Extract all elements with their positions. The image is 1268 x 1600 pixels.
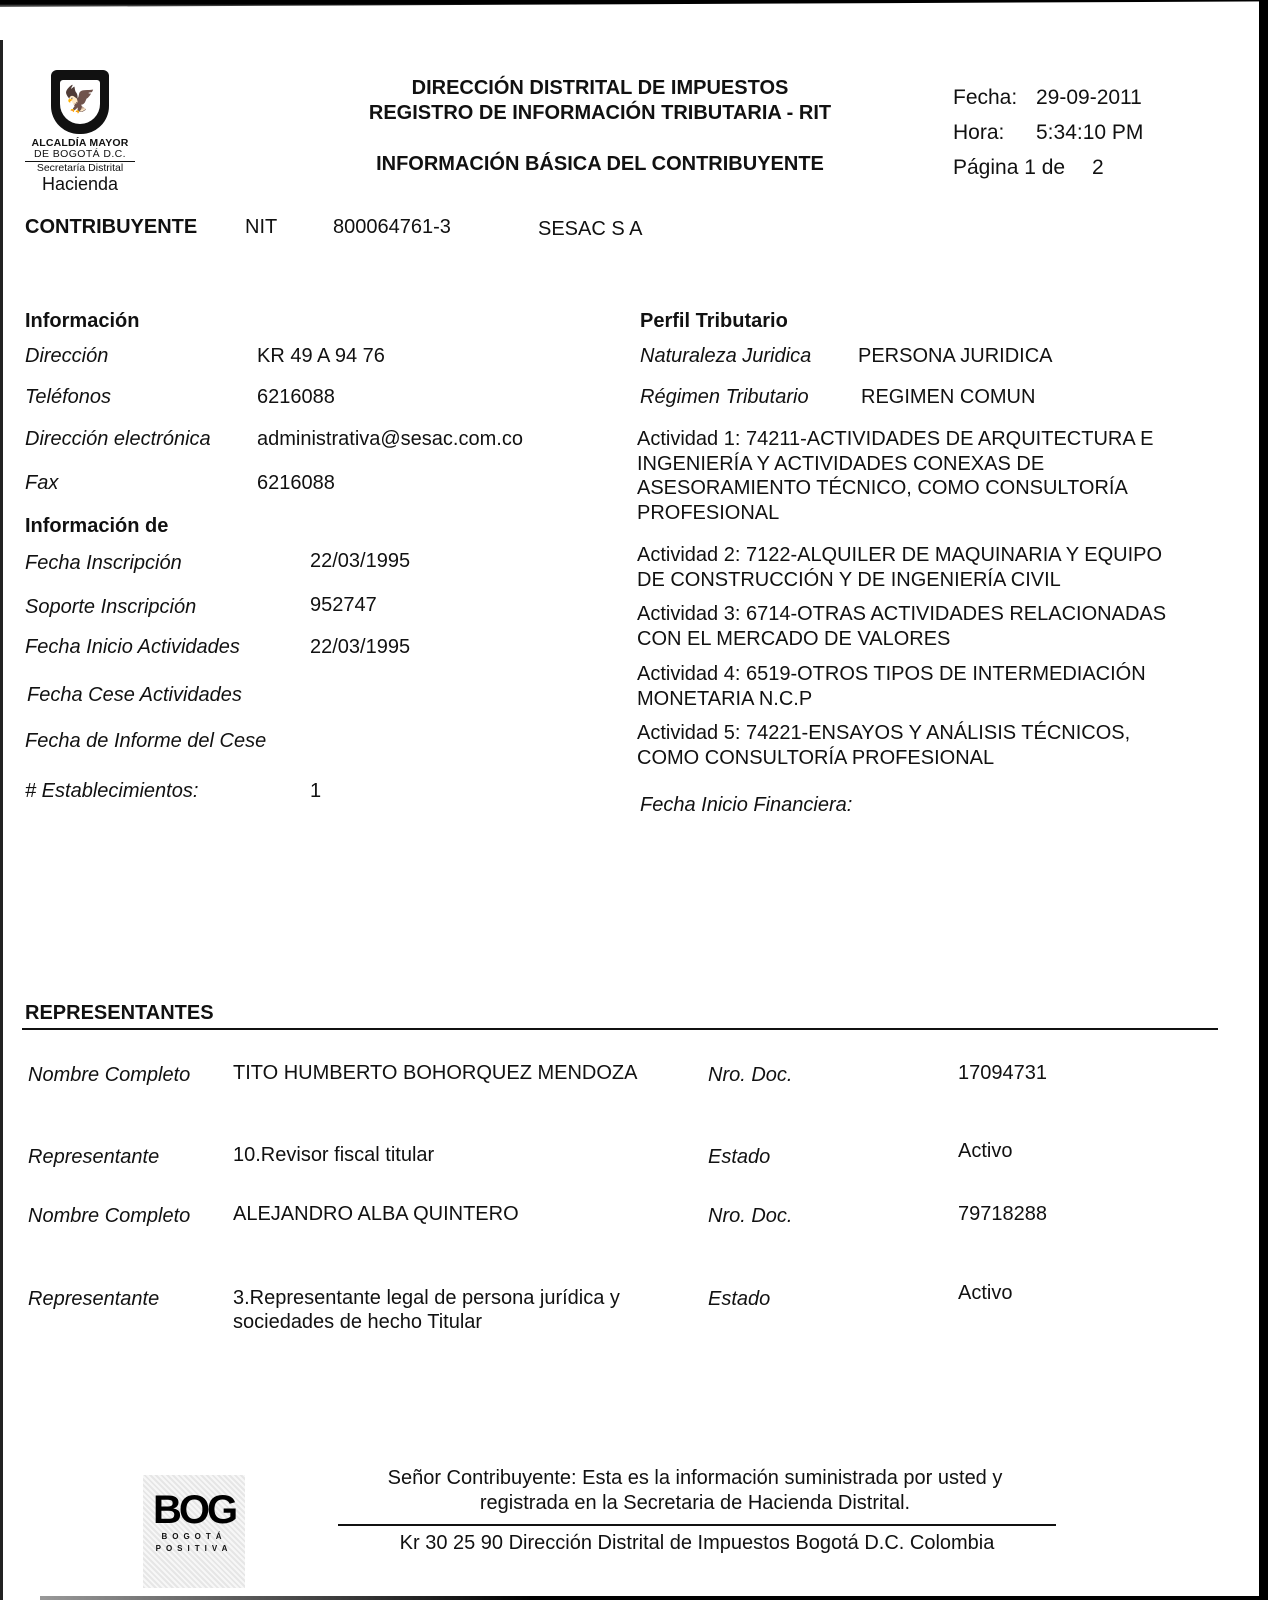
- scan-edge-bottom: [40, 1596, 1268, 1600]
- contribuyente-name: SESAC S A: [538, 218, 643, 240]
- rep2-estado-value: Activo: [958, 1282, 1013, 1304]
- regimen-value: REGIMEN COMUN: [861, 386, 1036, 408]
- fecha-inscripcion-label: Fecha Inscripción: [25, 552, 182, 574]
- logo-line-2: DE BOGOTÁ D.C.: [25, 149, 135, 162]
- fecha-label: Fecha:: [953, 86, 1018, 109]
- rep2-nro-doc-label: Nro. Doc.: [708, 1205, 793, 1227]
- rep2-representante-value: 3.Representante legal de persona jurídica y sociedades de hecho Titular: [233, 1287, 620, 1333]
- fecha-value: 29-09-2011: [1036, 86, 1142, 109]
- rep1-nro-doc-value: 17094731: [958, 1062, 1047, 1084]
- logo-line-4: Hacienda: [41, 174, 119, 194]
- fax-label: Fax: [25, 472, 59, 494]
- rep1-representante-label: Representante: [28, 1146, 160, 1168]
- informacion-heading: Información: [25, 310, 140, 332]
- establecimientos-value: 1: [310, 780, 322, 802]
- direccion-value: KR 49 A 94 76: [257, 345, 385, 367]
- email-value: administrativa@sesac.com.co: [257, 428, 523, 450]
- rep1-estado-value: Activo: [958, 1140, 1013, 1162]
- fecha-inicio-financiera-label: Fecha Inicio Financiera:: [640, 794, 853, 816]
- fecha-inscripcion-value: 22/03/1995: [310, 550, 411, 572]
- id-type: NIT: [245, 216, 278, 238]
- fecha-informe-cese-label: Fecha de Informe del Cese: [25, 730, 267, 752]
- hora-label: Hora:: [953, 121, 1005, 144]
- title-line-1: DIRECCIÓN DISTRITAL DE IMPUESTOS: [411, 77, 789, 99]
- pagina-total: 2: [1092, 156, 1104, 179]
- bog-logo-text: BOG: [152, 1488, 236, 1532]
- scan-edge-left: [0, 40, 3, 1600]
- rep1-representante-value: 10.Revisor fiscal titular: [233, 1144, 435, 1166]
- rep2-nro-doc-value: 79718288: [958, 1203, 1047, 1225]
- establecimientos-label: # Establecimientos:: [25, 780, 199, 802]
- pagina-label: Página 1 de: [953, 156, 1066, 179]
- regimen-label: Régimen Tributario: [640, 386, 809, 408]
- footer-divider: [338, 1524, 1056, 1526]
- actividad-4: Actividad 4: 6519-OTROS TIPOS DE INTERMEDIACIÓN MONETARIA N.C.P: [637, 663, 1146, 710]
- footer-notice: Señor Contribuyente: Esta es la información suministrada por usted y registrada en la Secretaria de Hacienda Distrital.: [387, 1467, 1003, 1514]
- direccion-label: Dirección: [25, 345, 109, 367]
- bog-logo-sub-1: BOGOTÁ: [161, 1532, 227, 1541]
- telefonos-value: 6216088: [257, 386, 335, 408]
- title-line-2: REGISTRO DE INFORMACIÓN TRIBUTARIA - RIT: [368, 102, 832, 124]
- telefonos-label: Teléfonos: [25, 386, 111, 408]
- representantes-heading: REPRESENTANTES: [25, 1002, 214, 1024]
- hora-value: 5:34:10 PM: [1036, 121, 1144, 144]
- naturaleza-value: PERSONA JURIDICA: [858, 345, 1053, 367]
- soporte-inscripcion-value: 952747: [310, 594, 377, 616]
- scan-edge-top: [0, 0, 1268, 7]
- coat-of-arms-icon: 🦅: [51, 70, 109, 134]
- nit-number: 800064761-3: [333, 216, 451, 238]
- document-title: [340, 76, 860, 126]
- logo-line-1: ALCALDÍA MAYOR: [31, 137, 129, 149]
- fecha-inicio-actividades-label: Fecha Inicio Actividades: [25, 636, 240, 658]
- soporte-inscripcion-label: Soporte Inscripción: [25, 596, 197, 618]
- actividad-1: Actividad 1: 74211-ACTIVIDADES DE ARQUITECTURA E INGENIERÍA Y ACTIVIDADES CONEXAS DE ASESORAMIENTO TÉCNICO, COMO CONSULTORÍA PROFESIONAL: [637, 428, 1154, 524]
- contribuyente-label: CONTRIBUYENTE: [25, 216, 198, 238]
- rep1-nombre-label: Nombre Completo: [28, 1064, 191, 1086]
- rep2-nombre-label: Nombre Completo: [28, 1205, 191, 1227]
- rep2-estado-label: Estado: [708, 1288, 771, 1310]
- footer-address: Kr 30 25 90 Dirección Distrital de Impuestos Bogotá D.C. Colombia: [399, 1532, 995, 1554]
- rep2-representante-label: Representante: [28, 1288, 160, 1310]
- rep1-nro-doc-label: Nro. Doc.: [708, 1064, 793, 1086]
- fecha-cese-actividades-label: Fecha Cese Actividades: [27, 684, 242, 706]
- bogota-positiva-logo: [143, 1475, 245, 1588]
- actividad-3: Actividad 3: 6714-OTRAS ACTIVIDADES RELACIONADAS CON EL MERCADO DE VALORES: [637, 603, 1167, 650]
- document-subtitle: INFORMACIÓN BÁSICA DEL CONTRIBUYENTE: [376, 153, 824, 175]
- rep2-nombre-value: ALEJANDRO ALBA QUINTERO: [233, 1203, 519, 1225]
- fax-value: 6216088: [257, 472, 335, 494]
- logo-line-3: Secretaría Distrital: [36, 162, 124, 174]
- naturaleza-label: Naturaleza Juridica: [640, 345, 812, 367]
- representantes-divider: [22, 1028, 1218, 1030]
- rep1-estado-label: Estado: [708, 1146, 771, 1168]
- perfil-tributario-heading: Perfil Tributario: [640, 310, 788, 332]
- email-label: Dirección electrónica: [25, 428, 211, 450]
- alcaldia-logo: [25, 70, 135, 194]
- scan-edge-right: [1259, 0, 1268, 1600]
- rep1-nombre-value: TITO HUMBERTO BOHORQUEZ MENDOZA: [233, 1062, 638, 1084]
- actividad-5: Actividad 5: 74221-ENSAYOS Y ANÁLISIS TÉCNICOS, COMO CONSULTORÍA PROFESIONAL: [637, 722, 1131, 769]
- informacion-de-heading: Información de: [25, 515, 169, 537]
- bog-logo-sub-2: POSITIVA: [155, 1544, 233, 1553]
- actividad-2: Actividad 2: 7122-ALQUILER DE MAQUINARIA Y EQUIPO DE CONSTRUCCIÓN Y DE INGENIERÍA CIVIL: [637, 544, 1163, 591]
- fecha-inicio-actividades-value: 22/03/1995: [310, 636, 411, 658]
